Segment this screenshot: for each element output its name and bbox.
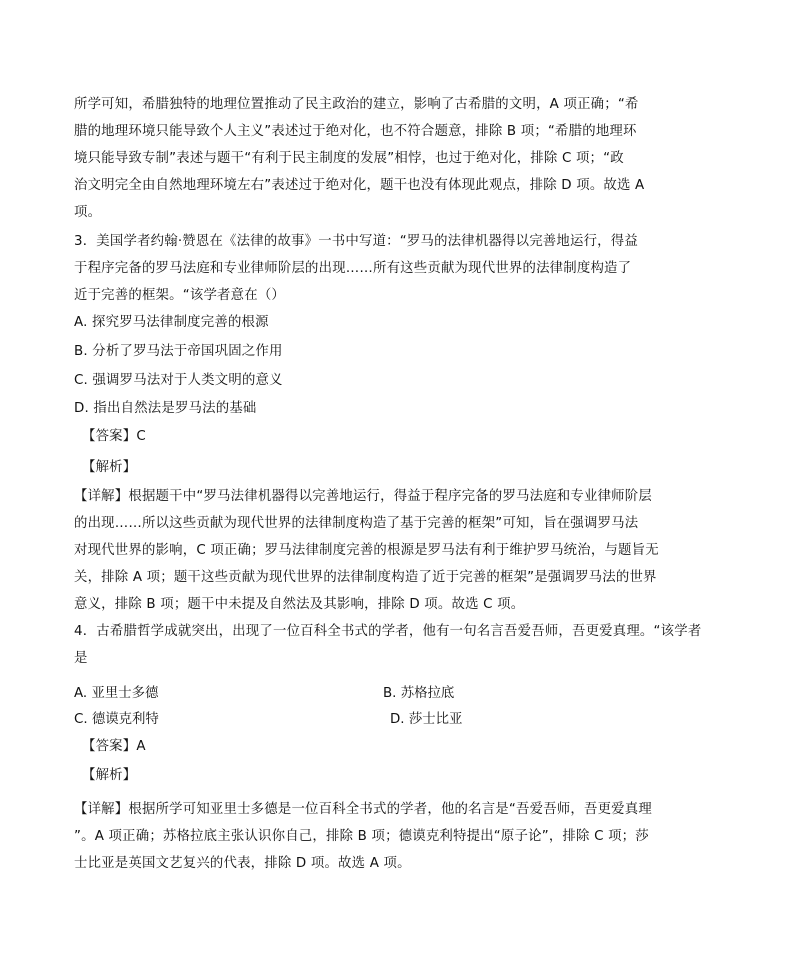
question-4-option-d: D. 莎士比亚	[390, 712, 463, 727]
question-4-option-a: A. 亚里士多德	[74, 686, 159, 701]
question-3-answer: 【答案】C	[82, 429, 146, 444]
explanation-line: 治文明完全由自然地理环境左右”表述过于绝对化，题干也没有体现此观点，排除 D 项。故选 A	[74, 178, 645, 193]
explanation-line: 腊的地理环境只能导致个人主义”表述过于绝对化，也不符合题意，排除 B 项；“希腊的地理环	[74, 124, 637, 139]
question-3-stem: 于程序完备的罗马法庭和专业律师阶层的出现……所有这些贡献为现代世界的法律制度构造了	[74, 261, 632, 276]
question-3-detail-line: 对现代世界的影响，C 项正确；罗马法律制度完善的根源是罗马法有利于维护罗马统治，与题旨无	[74, 543, 659, 558]
question-3-detail-line: 【详解】根据题干中“罗马法律机器得以完善地运行，得益于程序完备的罗马法庭和专业律师阶层	[74, 489, 652, 504]
question-3-detail-line: 意义，排除 B 项；题干中未提及自然法及其影响，排除 D 项。故选 C 项。	[74, 597, 525, 612]
question-4-detail-line: 士比亚是英国文艺复兴的代表，排除 D 项。故选 A 项。	[74, 856, 411, 871]
explanation-line: 项。	[74, 205, 102, 220]
explanation-line: 境只能导致专制”表述与题干“有利于民主制度的发展”相悖，也过于绝对化，排除 C 项；“政	[74, 151, 624, 166]
question-4-stem: 是	[74, 651, 88, 666]
explanation-line: 所学可知，希腊独特的地理位置推动了民主政治的建立，影响了古希腊的文明，A 项正确；“希	[74, 97, 639, 112]
question-3-detail-line: 的出现……所以这些贡献为现代世界的法律制度构造了基于完善的框架”可知，旨在强调罗马法	[74, 516, 639, 531]
question-4-option-b: B. 苏格拉底	[383, 686, 455, 701]
question-4-detail-line: 【详解】根据所学可知亚里士多德是一位百科全书式的学者，他的名言是“吾爱吾师，吾更爱真理	[74, 802, 652, 817]
question-3-option-d: D. 指出自然法是罗马法的基础	[74, 401, 257, 416]
question-3-option-c: C. 强调罗马法对于人类文明的意义	[74, 373, 283, 388]
question-3-stem: 近于完善的框架。“该学者意在（）	[74, 288, 285, 303]
question-4-answer: 【答案】A	[82, 739, 146, 754]
question-4-analysis-label: 【解析】	[82, 768, 137, 783]
question-4-stem: 4．古希腊哲学成就突出，出现了一位百科全书式的学者，他有一句名言吾爱吾师，吾更爱真理。“该学者	[74, 624, 702, 639]
question-4-detail-line: ”。A 项正确；苏格拉底主张认识你自己，排除 B 项；德谟克利特提出“原子论”，排除 C 项；莎	[74, 829, 649, 844]
question-3-option-a: A. 探究罗马法律制度完善的根源	[74, 315, 269, 330]
question-4-option-c: C. 德谟克利特	[74, 712, 159, 727]
question-3-option-b: B. 分析了罗马法于帝国巩固之作用	[74, 344, 283, 359]
question-3-stem: 3．美国学者约翰·赞恩在《法律的故事》一书中写道：“罗马的法律机器得以完善地运行，得益	[74, 234, 638, 249]
question-3-detail-line: 关，排除 A 项；题干这些贡献为现代世界的法律制度构造了近于完善的框架”是强调罗马法的世界	[74, 570, 657, 585]
question-3-analysis-label: 【解析】	[82, 460, 137, 475]
